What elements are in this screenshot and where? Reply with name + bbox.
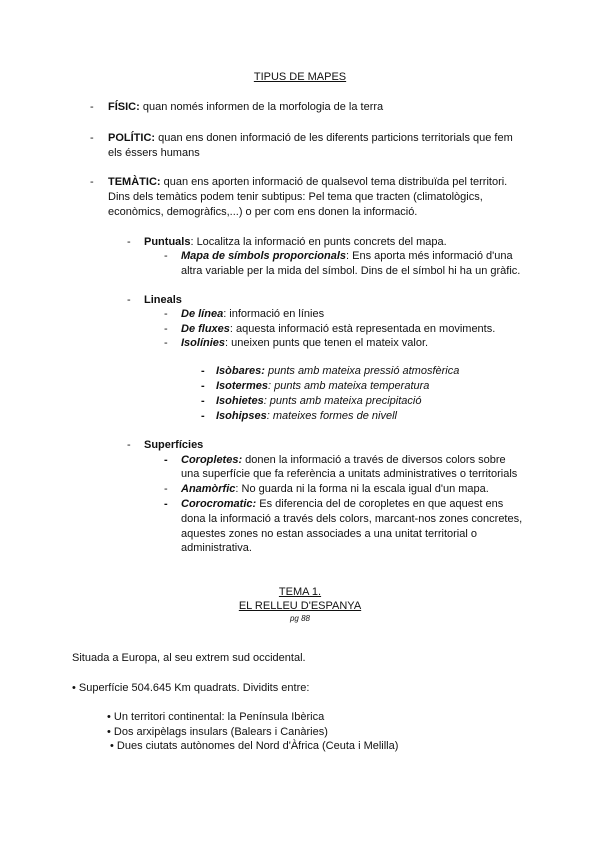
- fisic-text: quan només informen de la morfologia de la terra: [139, 101, 384, 113]
- isoline-label: Isohietes: [216, 395, 264, 407]
- tematic-text-line2: Dins dels temàtics podem tenir subtipus: Pel tema que tracten (climatològics,: [108, 191, 483, 203]
- isoline-text: : punts amb mateixa precipitació: [263, 395, 422, 407]
- bullet-dash: -: [90, 176, 94, 188]
- bullet-dash: -: [127, 294, 131, 306]
- politic-text-line2: els éssers humans: [108, 147, 200, 159]
- lineals-item-text: : aquesta informació està representada en moviments.: [229, 323, 496, 335]
- bullet-dash: -: [164, 250, 168, 262]
- bullet-dash: -: [201, 365, 205, 377]
- puntuals-item: [144, 235, 447, 249]
- lineals-item-label: De fluxes: [181, 323, 230, 335]
- list-item: • Un territori continental: la Península Ibèrica: [107, 711, 325, 723]
- simbols-item: [181, 249, 513, 263]
- lineals-item: [181, 322, 495, 336]
- bullet-dash: -: [164, 308, 168, 320]
- coropletes-text-line2: una superfície que fa referència a unitats administratives o territorials: [181, 468, 518, 480]
- lineals-item-label: De línea: [181, 308, 224, 320]
- bullet-dash: -: [164, 498, 168, 510]
- fisic-label: FÍSIC:: [108, 101, 140, 113]
- isoline-label: Isotermes: [216, 380, 268, 392]
- body-paragraph: Situada a Europa, al seu extrem sud occidental.: [72, 652, 306, 664]
- bullet-dash: -: [164, 454, 168, 466]
- tematic-item: [108, 175, 507, 189]
- politic-label: POLÍTIC:: [108, 132, 156, 144]
- bullet-dash: -: [201, 380, 205, 392]
- lineals-item-text: : informació en línies: [223, 308, 325, 320]
- tema-subheading: EL RELLEU D'ESPANYA: [238, 600, 362, 612]
- list-item: • Dos arxipèlags insulars (Balears i Canàries): [107, 726, 328, 738]
- isoline-item: [216, 364, 459, 378]
- simbols-label: Mapa de símbols proporcionals: [181, 250, 347, 262]
- simbols-text-line2: altra variable per la mida del símbol. Dins de el símbol hi ha un gràfic.: [181, 265, 521, 277]
- coropletes-label: Coropletes:: [181, 454, 243, 466]
- bullet-dash: -: [201, 410, 205, 422]
- bullet-dash: -: [164, 337, 168, 349]
- fisic-item: [108, 100, 383, 114]
- lineals-item: [181, 307, 324, 321]
- bullet-dash: -: [201, 395, 205, 407]
- isoline-item: [216, 409, 397, 423]
- isoline-label: Isòbares:: [216, 365, 265, 377]
- corocromatic-text-line3: aquestes zones no estan associades a una unitat territorial o: [181, 528, 477, 540]
- anamorfic-label: Anamòrfic: [181, 483, 236, 495]
- corocromatic-text-line4: administrativa.: [181, 542, 252, 554]
- tema-heading: TEMA 1.: [278, 586, 322, 598]
- bullet-dash: -: [164, 483, 168, 495]
- bullet-dash: -: [127, 439, 131, 451]
- tematic-text: quan ens aporten informació de qualsevol tema distribuïda pel territori.: [160, 176, 508, 188]
- lineals-item: [181, 336, 428, 350]
- tematic-label: TEMÀTIC:: [108, 176, 161, 188]
- anamorfic-item: [181, 482, 489, 496]
- bullet-dash: -: [127, 236, 131, 248]
- lineals-item-text: : uneixen punts que tenen el mateix valor.: [225, 337, 429, 349]
- corocromatic-item: [181, 497, 503, 511]
- isoline-text: : punts amb mateixa temperatura: [267, 380, 430, 392]
- corocromatic-text-line2: dona la informació a través dels colors, marcant-nos zones concretes,: [181, 513, 523, 525]
- list-item: • Dues ciutats autònomes del Nord d'Àfrica (Ceuta i Melilla): [110, 740, 399, 752]
- corocromatic-label: Corocromatic:: [181, 498, 257, 510]
- page-reference: pg 88: [289, 614, 311, 623]
- politic-text: quan ens donen informació de les diferents particions territorials que fem: [155, 132, 513, 144]
- corocromatic-text: Es diferencia del de coropletes en que aquest ens: [256, 498, 504, 510]
- puntuals-text: : Localitza la informació en punts concrets del mapa.: [190, 236, 447, 248]
- politic-item: [108, 131, 513, 145]
- body-paragraph: • Superfície 504.645 Km quadrats. Dividits entre:: [72, 682, 310, 694]
- puntuals-label: Puntuals: [144, 236, 191, 248]
- isoline-item: [216, 394, 421, 408]
- lineals-label: Lineals: [144, 294, 182, 306]
- isoline-text: : mateixes formes de nivell: [266, 410, 397, 422]
- isoline-text: punts amb mateixa pressió atmosfèrica: [264, 365, 460, 377]
- isoline-label: Isohipses: [216, 410, 267, 422]
- simbols-text: : Ens aporta més informació d'una: [346, 250, 513, 262]
- bullet-dash: -: [164, 323, 168, 335]
- superficies-label: Superfícies: [144, 439, 204, 451]
- coropletes-item: [181, 453, 506, 467]
- coropletes-text: donen la informació a través de diversos colors sobre: [242, 454, 506, 466]
- isoline-item: [216, 379, 429, 393]
- anamorfic-text: : No guarda ni la forma ni la escala igual d'un mapa.: [235, 483, 489, 495]
- lineals-item-label: Isolínies: [181, 337, 226, 349]
- bullet-dash: -: [90, 132, 94, 144]
- tematic-text-line3: econòmics, demogràfics,...) o per com ens donen la informació.: [108, 206, 418, 218]
- page-title: TIPUS DE MAPES: [253, 71, 347, 83]
- bullet-dash: -: [90, 101, 94, 113]
